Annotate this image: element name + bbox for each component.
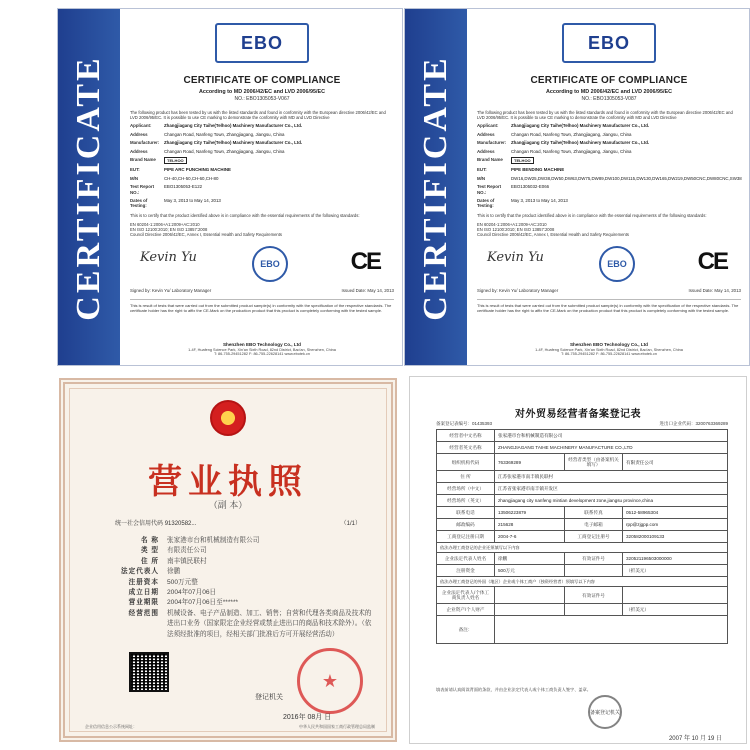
signer-name: Kevin Yu/ Laboratory Manager <box>498 287 559 293</box>
field-label: 住 所 <box>140 557 159 565</box>
certificate-number: NO.: EBO1305053-V087 <box>581 96 637 102</box>
national-emblem-icon <box>210 400 246 436</box>
address-value: Changan Road, Nanfeng Town, Zhangjiagang, Jiangsu, China <box>511 131 632 137</box>
license-field <box>101 546 375 556</box>
footer-left: 企业信用信息公示系统网址： <box>85 724 137 729</box>
row-label: 经营者中文名称 <box>437 430 495 442</box>
row-label-2: 有效证件号 <box>565 553 623 565</box>
row-label: 注册资金 <box>437 565 495 577</box>
ce-certificate-punching <box>57 8 403 366</box>
standards-list: EN 60204-1:2006+A1:2009+AC:2010 EN ISO 12100:2010; EN ISO 13857:2008 Council Directive 2006/42/EC, Annex I, Essential Health and Safety Requirements <box>477 222 629 238</box>
applicant-label: Applicant: <box>477 123 499 129</box>
certificate-intro: The following product has been tested by us with the listed standards and found in conformity with the European directive 2006/42/EC and LVD 2006/95/EC. It is possible to use CE marking to demonstrate the conformity with MD and LVD Directive <box>130 110 386 121</box>
ce-mark-icon: CE <box>697 247 727 275</box>
report-label: Test Report NO.: <box>477 184 502 195</box>
signed-by-label: Signed by: <box>130 287 151 293</box>
license-field <box>101 598 375 608</box>
eut-value: PIPE ARC PUNCHING MACHINE <box>164 167 231 173</box>
table-row <box>437 495 728 507</box>
field-label: 注册资本 <box>128 578 159 586</box>
row-value-2: （折美元） <box>623 604 728 616</box>
certificate-footnote: This is result of tests that were carried out from the submitted product sample(s) in conformity with the specification of the respective standards. The certificate holder has the right to affix the CE-Mark on the production product that this product is completely conforming with the tested sample. <box>130 299 394 313</box>
qr-code-icon <box>129 652 169 692</box>
license-field <box>101 536 375 546</box>
license-title: 营业执照 <box>148 462 308 502</box>
note-value <box>495 616 728 644</box>
field-value: 500万元整 <box>167 578 198 586</box>
table-row <box>437 483 728 495</box>
certificate-subtitle: According to MD 2006/42/EC and LVD 2006/95/EC <box>198 89 326 95</box>
field-value: 2004年07月06日至****** <box>167 599 239 607</box>
red-seal-icon: ★ <box>297 648 363 714</box>
certificate-subtitle: According to MD 2006/42/EC and LVD 2006/95/EC <box>545 89 673 95</box>
form-date: 2007 年 10 月 19 日 <box>668 736 722 742</box>
field-value: 2004年07月06日 <box>167 589 217 597</box>
section-2-label: 依法办理工商登记的外国（地区）企业或个体工商户（独资经营者）须填写以下内容 <box>437 577 728 587</box>
section-1-label: 依法办理工商登记的企业还须填写以下内容 <box>437 543 728 553</box>
row-label-2: 联系传真 <box>565 507 623 519</box>
table-row <box>437 587 728 604</box>
certificate-title: CERTIFICATE OF COMPLIANCE <box>530 75 688 86</box>
row-value-2: 0512-58965304 <box>623 507 728 519</box>
applicant-label: Applicant: <box>130 123 152 129</box>
business-license <box>59 378 397 742</box>
row-value: 江苏张家港市南丰镇民联村 <box>495 471 728 483</box>
credit-code-value: 91320582... <box>164 521 197 527</box>
signature: Kevin Yu <box>487 249 544 265</box>
certificate-band <box>58 9 120 365</box>
trade-registration-form <box>409 376 747 744</box>
row-label-2 <box>565 565 623 577</box>
table-row <box>437 519 728 531</box>
table-row <box>437 430 728 442</box>
address-value: Changan Road, Nanfeng Town, Zhangjiagang, Jiangsu, China <box>164 131 285 137</box>
row-label: 联系电话 <box>437 507 495 519</box>
license-field <box>101 588 375 598</box>
field-label: 经营范围 <box>128 609 159 617</box>
manufacturer-label: Manufacturer: <box>130 140 160 146</box>
row-label: 企业资产/个人财产 <box>437 604 495 616</box>
conformity-statement: This is to certify that the product identified above is in compliance with the essential requirements of the following standards: <box>477 212 707 218</box>
ce-certificate-bending <box>404 8 750 366</box>
field-value: 徐鹏 <box>167 568 181 576</box>
dates-label: Dates of Testing: <box>130 198 148 209</box>
row-value-2: 320521196503000000 <box>623 553 728 565</box>
mn-value: DW16,DW25,DW38,DW50,DW63,DW75,DW89,DW100,DW115,DW130,DW165,DW219,DW50CNC,DW80CNC,SW38 <box>511 175 742 181</box>
row-label: 经营场所（中文） <box>437 483 495 495</box>
address-label: Address <box>477 131 495 137</box>
license-date: 2016年 08月 日 <box>283 714 332 721</box>
row-value-2 <box>623 587 728 604</box>
row-label: 企业法定代表人/个体工商负责人姓名 <box>437 587 495 604</box>
eut-label: EUT: <box>477 167 487 173</box>
field-label: 类 型 <box>140 547 159 555</box>
org-code: 进出口企业代码：3200763369289 <box>659 421 728 426</box>
row-label-2: 有效证件号 <box>565 587 623 604</box>
row-label: 经营者英文名称 <box>437 442 495 454</box>
report-label: Test Report NO.: <box>130 184 155 195</box>
registration-authority: 登记机关 <box>255 694 283 701</box>
dates-value: May 3, 2013 to May 14, 2013 <box>511 198 568 204</box>
registration-table <box>436 429 728 644</box>
table-row <box>437 471 728 483</box>
field-value: 张家港市台和机械制造有限公司 <box>167 537 260 544</box>
conformity-statement: This is to certify that the product identified above is in compliance with the essential requirements of the following standards: <box>130 212 360 218</box>
signature: Kevin Yu <box>140 249 197 265</box>
field-label: 法定代表人 <box>121 568 159 576</box>
standards-list: EN 60204-1:2006+A1:2009+AC:2010 EN ISO 12100:2010; EN ISO 13857:2008 Council Directive 2006/42/EC, Annex I, Essential Health and Safety Requirements <box>130 222 282 238</box>
table-row <box>437 454 728 471</box>
band-text: CERTIFICATE <box>417 55 454 321</box>
license-fields <box>101 536 375 640</box>
table-row <box>437 507 728 519</box>
row-label-2 <box>565 604 623 616</box>
row-value: 13506223879 <box>495 507 565 519</box>
applicant-value: Zhangjiagang City Taihe(Telhoo) Machinery Manufacturer Co., Ltd. <box>511 123 650 129</box>
row-value: ZHANGJIAGANG TAIHE MACHINERY MANUFACTURE CO.,LTD <box>495 442 728 454</box>
form-title: 对外贸易经营者备案登记表 <box>515 409 641 420</box>
mn-label: M/N <box>477 175 486 181</box>
footer-right: 中华人民共和国国家工商行政管理总局监制 <box>299 724 375 729</box>
address2-label: Address <box>130 148 148 154</box>
record-number: 备案登记表编号：01435393 <box>436 421 493 426</box>
section-header <box>437 577 728 587</box>
applicant-value: Zhangjiagang City Taihe(Telhoo) Machinery Manufacturer Co., Ltd. <box>164 123 303 129</box>
row-label-2: 电子邮箱 <box>565 519 623 531</box>
row-value: zhangjiagang city nanfeng mintian development zone,jiangsu province,china <box>495 495 728 507</box>
row-value <box>495 604 565 616</box>
credit-code-label: 统一社会信用代码 <box>115 521 164 527</box>
row-label: 住 所 <box>437 471 495 483</box>
row-label: 邮政编码 <box>437 519 495 531</box>
row-label-2: 工商登记注册号 <box>565 531 623 543</box>
issuer-address: 1-4F, Huafeng Science Park, Xin'an Sixth Road, 82nd District, Bao'an, Shenzhen, China T: 86-755-29451282 F: 86-755-22628141 www.ebotek.cn <box>188 347 336 357</box>
row-value: 2004-7-6 <box>495 531 565 543</box>
license-field <box>101 557 375 567</box>
manufacturer-label: Manufacturer: <box>477 140 507 146</box>
field-label: 成立日期 <box>128 589 159 597</box>
field-label: 名 称 <box>140 537 159 544</box>
issuer-company: Shenzhen EBO Technology Co., Ltd <box>569 342 648 347</box>
certificate-band <box>405 9 467 365</box>
field-value: 南丰镇民联村 <box>167 557 207 565</box>
row-value <box>495 587 565 604</box>
signed-by-label: Signed by: <box>477 287 498 293</box>
row-value: 215628 <box>495 519 565 531</box>
license-field <box>101 578 375 588</box>
row-value: 763369289 <box>495 454 565 471</box>
certificate-number: NO.: EBO1305053-V067 <box>234 96 290 102</box>
eut-value: PIPE BENDING MACHINE <box>511 167 565 173</box>
manufacturer-value: Zhangjiagang City Taihe(Telhoo) Machinery Manufacturer Co., Ltd. <box>164 140 303 146</box>
license-footer <box>85 724 375 730</box>
field-value: 有限责任公司 <box>167 547 207 555</box>
table-row <box>437 616 728 644</box>
issued-date: Issued Date: May 14, 2013 <box>688 287 741 293</box>
row-value: 江苏省张家港市南丰镇开发区 <box>495 483 728 495</box>
ebo-seal: EBO <box>599 246 635 282</box>
eut-label: EUT: <box>130 167 140 173</box>
brand-logo: TELHOO <box>511 157 534 164</box>
row-label: 经营场所（英文） <box>437 495 495 507</box>
report-value: EBO1305032-E066 <box>511 184 550 190</box>
address2-value: Changan Road, Nanfeng Town, Zhangjiagang, Jiangsu, China <box>164 148 285 154</box>
table-row <box>437 565 728 577</box>
field-label: 营业期限 <box>128 599 159 607</box>
certificate-footnote: This is result of tests that were carried out from the submitted product sample(s) in conformity with the specification of the respective standards. The certificate holder has the right to affix the CE-Mark on the production product that this product is completely conforming with the tested sample. <box>477 299 741 313</box>
issuer-address: 1-4F, Huafeng Science Park, Xin'an Sixth Road, 82nd District, Bao'an, Shenzhen, China T: 86-755-29451282 F: 86-755-22628141 www.ebotek.cn <box>535 347 683 357</box>
table-row <box>437 531 728 543</box>
mn-value: CH-40,CH-50,CH-60,CH-80 <box>164 175 219 181</box>
row-label: 工商登记注册日期 <box>437 531 495 543</box>
address2-label: Address <box>477 148 495 154</box>
row-label: 组织机构代码 <box>437 454 495 471</box>
table-row <box>437 604 728 616</box>
credit-code-row <box>115 518 361 527</box>
ce-mark-icon: CE <box>350 247 380 275</box>
issued-date: Issued Date: May 14, 2013 <box>341 287 394 293</box>
ebo-logo: EBO <box>215 23 309 63</box>
certificate-title: CERTIFICATE OF COMPLIANCE <box>183 75 341 86</box>
license-field <box>101 567 375 577</box>
manufacturer-value: Zhangjiagang City Taihe(Telhoo) Machinery Manufacturer Co., Ltd. <box>511 140 650 146</box>
row-value-2: rpp@zjgpp.com <box>623 519 728 531</box>
section-header <box>437 543 728 553</box>
issuer-company: Shenzhen EBO Technology Co., Ltd <box>222 342 301 347</box>
address-label: Address <box>130 131 148 137</box>
dates-label: Dates of Testing: <box>477 198 495 209</box>
report-value: EBO1305053-E122 <box>164 184 203 190</box>
field-value: 机械设备、电子产品制造、加工、销售；自营和代理各类商品及技术的进出口业务（国家限定企业经营或禁止进出口的商品和技术除外）。（依法须经批准的项目，经相关部门批准后方可开展经营活动） <box>167 609 372 638</box>
signer-name: Kevin Yu/ Laboratory Manager <box>151 287 212 293</box>
brand-logo: TELHOO <box>164 157 187 164</box>
row-value-2: （折美元） <box>623 565 728 577</box>
license-subtitle: （副 本） <box>208 500 248 510</box>
registration-seal-icon: 备案登记机关 <box>588 695 622 729</box>
row-value: 500万元 <box>495 565 565 577</box>
address2-value: Changan Road, Nanfeng Town, Zhangjiagang, Jiangsu, China <box>511 148 632 154</box>
row-value: 徐鹏 <box>495 553 565 565</box>
certificate-intro: The following product has been tested by us with the listed standards and found in conformity with the European directive 2006/42/EC and LVD 2006/95/EC. It is possible to use CE marking to demonstrate the conformity with MD and LVD Directive <box>477 110 733 121</box>
brand-label: Brand Name <box>477 157 503 163</box>
declaration-text: 填表前请认真阅读背面的条款，并由企业法定代表人或个体工商负责人签字、盖章。 <box>436 687 591 692</box>
ebo-logo: EBO <box>562 23 656 63</box>
table-row <box>437 553 728 565</box>
brand-label: Brand Name <box>130 157 156 163</box>
row-value-2: 320582000109133 <box>623 531 728 543</box>
mn-label: M/N <box>130 175 139 181</box>
row-label-2: 经营者类型（由备案机关填写） <box>565 454 623 471</box>
dates-value: May 3, 2013 to May 14, 2013 <box>164 198 221 204</box>
table-row <box>437 442 728 454</box>
band-text: CERTIFICATE <box>70 55 107 321</box>
note-label: 备注： <box>437 616 495 644</box>
row-label: 企业法定代表人姓名 <box>437 553 495 565</box>
license-field <box>101 609 375 640</box>
credit-page: （1/1） <box>340 521 361 527</box>
ebo-seal: EBO <box>252 246 288 282</box>
row-value-2: 有限责任公司 <box>623 454 728 471</box>
row-value: 张家港市台和机械制造有限公司 <box>495 430 728 442</box>
